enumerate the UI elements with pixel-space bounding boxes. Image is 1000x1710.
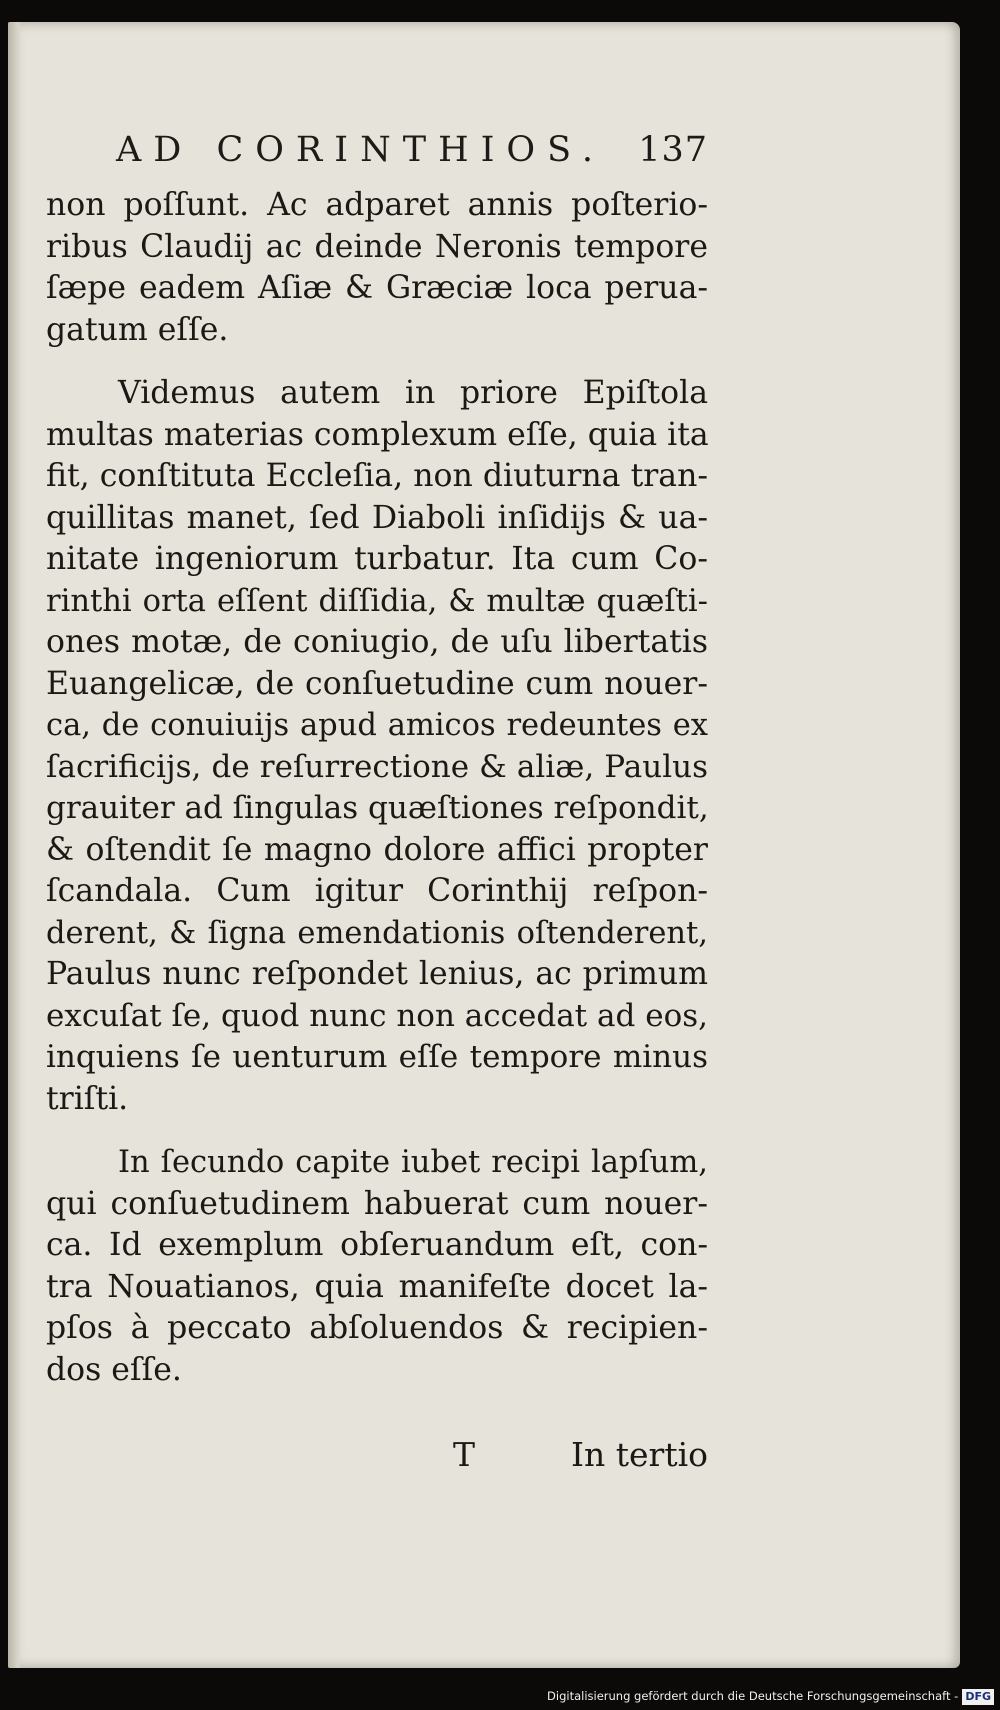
text-line: pſos à peccato abſoluendos & recipien- [46, 1310, 708, 1346]
body-text [46, 185, 708, 1413]
text-line: derent, & ſigna emendationis oſtenderent, [46, 915, 708, 951]
text-line: In ſecundo capite iubet recipi lapſum, [118, 1145, 708, 1180]
digitization-credit [547, 1686, 994, 1706]
paragraph-3 [46, 1142, 708, 1391]
text-line: Euangelicæ, de conſuetudine cum nouer- [46, 665, 708, 702]
text-line: ſacrificijs, de reſurrectione & aliæ, Paulus [46, 748, 708, 785]
book-page [8, 22, 960, 1668]
text-line: ribus Claudij ac deinde Neronis tempore [46, 228, 708, 265]
text-line: non poſſunt. Ac adparet annis poſterio- [46, 187, 708, 223]
text-line: tra Nouatianos, quia manifeſte docet la- [46, 1268, 708, 1305]
text-line: ones motæ, de coniugio, de uſu libertatis [46, 624, 708, 660]
text-line: ca. Id exemplum obſeruandum eſt, con- [46, 1227, 708, 1263]
page-number: 137 [638, 130, 708, 170]
text-line: fit, conſtituta Eccleſia, non diuturna tran- [46, 458, 708, 494]
text-line: inquiens ſe uenturum eſſe tempore minus [46, 1039, 708, 1075]
paragraph-1 [46, 185, 708, 351]
text-line: excuſat ſe, quod nunc non accedat ad eos, [46, 997, 708, 1034]
text-line: grauiter ad ſingulas quæſtiones reſpondit, [46, 790, 709, 826]
running-head [116, 130, 708, 180]
catchline [46, 1435, 708, 1483]
text-line: rinthi orta eſſent diſſidia, & multæ quæſti- [46, 583, 708, 619]
text-line: dos eſſe. [46, 1351, 182, 1388]
text-line: triſti. [46, 1080, 129, 1117]
text-line: qui conſuetudinem habuerat cum nouer- [46, 1185, 708, 1222]
paragraph-2 [46, 373, 708, 1120]
text-line: multas materias complexum eſſe, quia ita [46, 416, 709, 453]
dfg-logo: DFG [962, 1689, 994, 1705]
credit-text: Digitalisierung gefördert durch die Deutsche Forschungsgemeinschaft - [547, 1689, 959, 1703]
running-head-title: AD CORINTHIOS. [116, 130, 605, 170]
text-line: ca, de conuiuijs apud amicos redeuntes ex [46, 708, 708, 743]
text-line: Paulus nunc reſpondet lenius, ac primum [46, 956, 708, 992]
text-line: ſæpe eadem Aſiæ & Græciæ loca perua- [46, 270, 708, 306]
text-line: gatum eſſe. [46, 311, 229, 348]
signature-mark: T [453, 1435, 476, 1474]
text-line: & oſtendit ſe magno dolore affici propter [46, 831, 708, 868]
text-line: nitate ingeniorum turbatur. Ita cum Co- [46, 541, 708, 577]
catchword: In tertio [570, 1435, 708, 1474]
text-line: Videmus autem in priore Epiſtola [118, 375, 708, 411]
page-gutter [8, 22, 22, 1668]
text-line: ſcandala. Cum igitur Corinthij reſpon- [46, 873, 708, 909]
text-line: quillitas manet, ſed Diaboli inſidijs & ua- [46, 499, 708, 536]
